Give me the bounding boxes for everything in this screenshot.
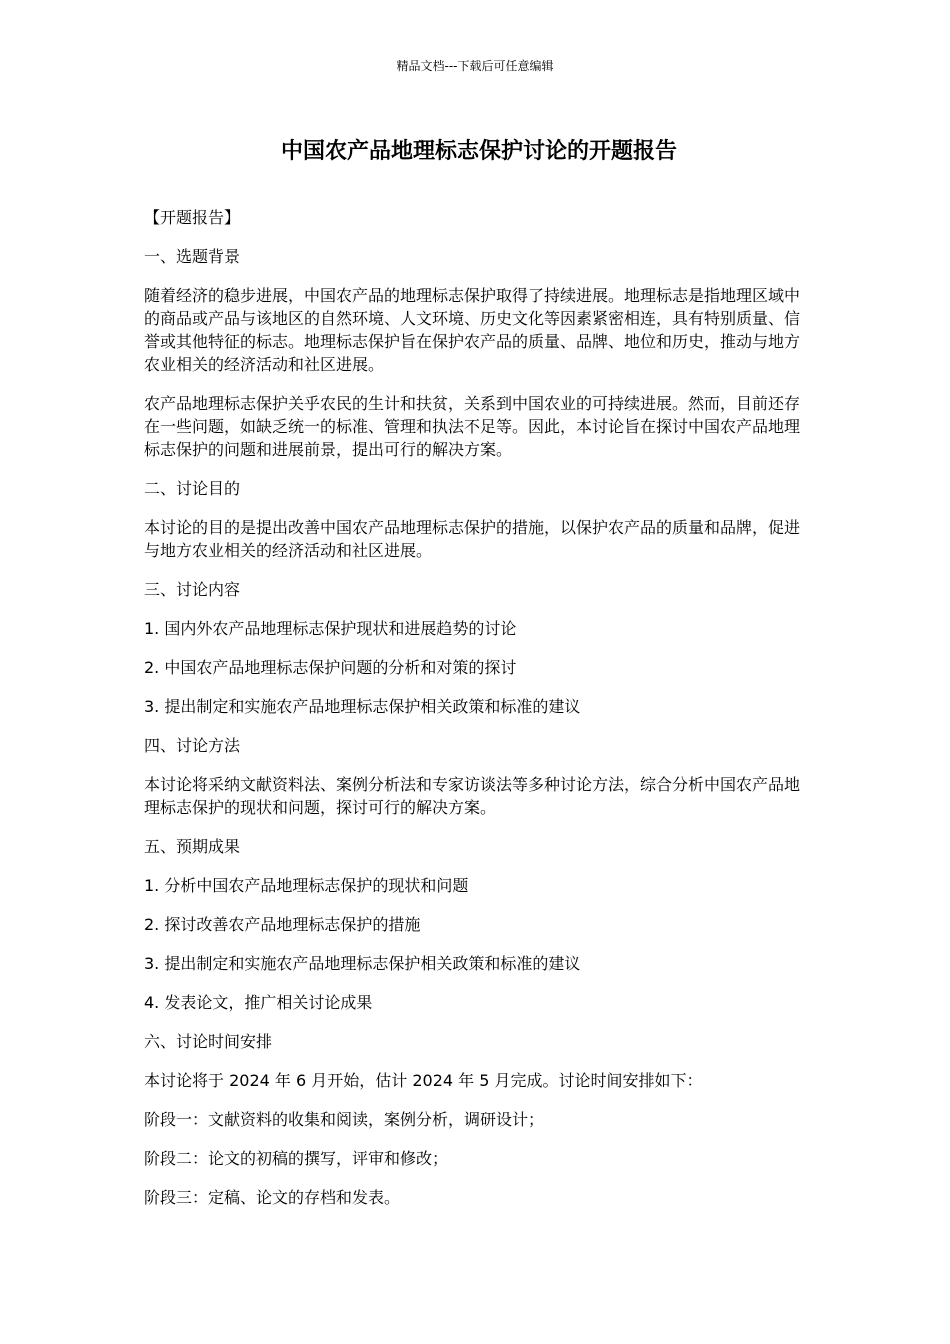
- paragraph-method: 本讨论将采纳文献资料法、案例分析法和专家访谈法等多种讨论方法，综合分析中国农产品地理标志保护的现状和问题，探讨可行的解决方案。: [144, 775, 801, 817]
- document-title: 中国农产品地理标志保护讨论的开题报告: [280, 139, 677, 164]
- list-item-content-1: 1. 国内外农产品地理标志保护现状和进展趋势的讨论: [144, 619, 517, 638]
- paragraph-background-1: 随着经济的稳步进展，中国农产品的地理标志保护取得了持续进展。地理标志是指地理区域中的商品或产品与该地区的自然环境、人文环境、历史文化等因素紧密相连，具有特别质量、信誉或其他特征的标志。地理标志保护旨在保护农产品的质量、品牌、地位和历史，推动与地方农业相关的经济活动和社区进展。: [144, 286, 801, 374]
- list-item-outcome-3: 3. 提出制定和实施农产品地理标志保护相关政策和标准的建议: [144, 954, 581, 973]
- heading-purpose: 二、讨论目的: [144, 479, 241, 498]
- list-item-content-3: 3. 提出制定和实施农产品地理标志保护相关政策和标准的建议: [144, 697, 581, 716]
- heading-content: 三、讨论内容: [144, 580, 241, 599]
- document-body: [144, 206, 804, 1225]
- header-note: 精品文档---下载后可任意编辑: [396, 59, 554, 73]
- list-item-outcome-1: 1. 分析中国农产品地理标志保护的现状和问题: [144, 876, 469, 895]
- heading-outcomes: 五、预期成果: [144, 837, 241, 856]
- paragraph-schedule: 本讨论将于 2024 年 6 月开始，估计 2024 年 5 月完成。讨论时间安排如下：: [144, 1071, 703, 1090]
- list-item-content-2: 2. 中国农产品地理标志保护问题的分析和对策的探讨: [144, 658, 517, 677]
- paragraph-report-label: 【开题报告】: [144, 208, 241, 227]
- heading-schedule: 六、讨论时间安排: [144, 1032, 273, 1051]
- schedule-stage-3: 阶段三：定稿、论文的存档和发表。: [144, 1188, 401, 1207]
- list-item-outcome-2: 2. 探讨改善农产品地理标志保护的措施: [144, 915, 421, 934]
- list-item-outcome-4: 4. 发表论文，推广相关讨论成果: [144, 993, 373, 1012]
- paragraph-background-2: 农产品地理标志保护关乎农民的生计和扶贫，关系到中国农业的可持续进展。然而，目前还存在一些问题，如缺乏统一的标准、管理和执法不足等。因此，本讨论旨在探讨中国农产品地理标志保护的问题和进展前景，提出可行的解决方案。: [144, 394, 801, 459]
- schedule-stage-1: 阶段一：文献资料的收集和阅读，案例分析，调研设计；: [144, 1110, 545, 1129]
- paragraph-purpose: 本讨论的目的是提出改善中国农产品地理标志保护的措施，以保护农产品的质量和品牌，促进与地方农业相关的经济活动和社区进展。: [144, 518, 801, 560]
- schedule-stage-2: 阶段二：论文的初稿的撰写，评审和修改；: [144, 1149, 449, 1168]
- heading-background: 一、选题背景: [144, 247, 241, 266]
- heading-method: 四、讨论方法: [144, 736, 241, 755]
